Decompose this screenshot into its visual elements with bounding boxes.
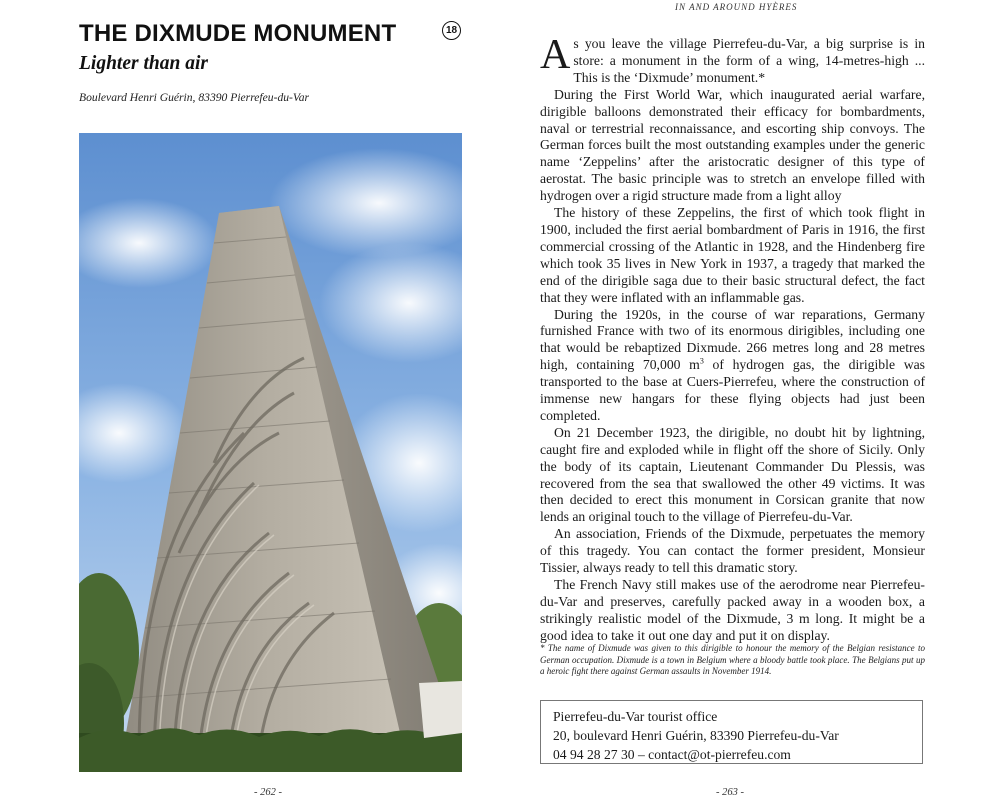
running-head: IN AND AROUND HYÈRES: [675, 2, 798, 12]
paragraph-intro: As you leave the village Pierrefeu-du-Var, a big surprise is in store: a monument in the form of a wing, 14-metres-high ... This is the ‘Dixmude’ monument.*: [540, 32, 925, 85]
paragraph-first-world-war: During the First World War, which inaugurated aerial warfare, dirigible balloons demonstrated their efficacy for bombardments, naval or terrestrial reconnaissance, and escorting ship convoys. The German forces built the most outstanding examples under the generic name ‘Zeppelins’ after the aristocratic designer of this type of aerostat. The basic principle was to stretch an envelope filled with hydrogen over a rigid structure made from a light alloy: [540, 86, 925, 204]
info-office-address: 20, boulevard Henri Guérin, 83390 Pierrefeu-du-Var: [553, 728, 839, 743]
granite-wing-monument-photo: [79, 133, 462, 772]
paragraph-1920s: During the 1920s, in the course of war reparations, Germany furnished France with two of its enormous dirigibles, including one that would be rebaptized Dixmude. 266 metres long and 28 metres high, containing 70,000 $m^3$ of hydrogen gas, the dirigible was transported to the base at Cuers-Pierrefeu, where the construction of immense new hangars for these flying objects had just been completed.: [540, 306, 925, 423]
page-number-left: - 262 -: [254, 787, 282, 798]
page-subtitle: Lighter than air: [79, 53, 208, 74]
paragraph-zeppelin-history: The history of these Zeppelins, the first of which took flight in 1900, included the first aerial bombardment of Paris in 1916, the first commercial crossing of the Atlantic in 1928, and the Hindenberg fire which took 35 lives in New York in 1937, a tragedy that marked the end of the dirigible saga due to their basic structural defect, the fact that they were inflated with an inflammable gas.: [540, 205, 925, 305]
article-body: [540, 32, 925, 645]
info-office-name: Pierrefeu-du-Var tourist office: [553, 709, 718, 724]
site-address: Boulevard Henri Guérin, 83390 Pierrefeu-du-Var: [79, 91, 310, 104]
right-page: [500, 0, 1000, 800]
page-number-right: - 263 -: [716, 787, 744, 798]
drop-cap: A: [540, 32, 571, 78]
site-number-badge: 18: [442, 21, 461, 40]
tourist-office-info-box: [540, 700, 923, 764]
info-office-contact: 04 94 28 27 30 – contact@ot-pierrefeu.com: [553, 747, 791, 762]
paragraph-association: An association, Friends of the Dixmude, perpetuates the memory of this tragedy. You can contact the former president, Monsieur Tissier, always ready to tell this dramatic story.: [540, 526, 925, 576]
footnote: * The name of Dixmude was given to this dirigible to honour the memory of the Belgian resistance to German occupation. Dixmude is a town in Belgium where a bloody battle took place. The Belgians put up a heroic fight there against German assaults in November 1914.: [540, 643, 925, 677]
paragraph-french-navy: The French Navy still makes use of the aerodrome near Pierrefeu-du-Var and preserves, carefully packed away in a wooden box, a strikingly realistic model of the Dixmude, 3 m long. It might be a good idea to take it out one day and put it on display.: [540, 577, 925, 643]
page-title: THE DIXMUDE MONUMENT: [79, 20, 397, 47]
paragraph-1923-crash: On 21 December 1923, the dirigible, no doubt hit by lightning, caught fire and exploded while in flight off the shore of Sicily. Only the body of its captain, Lieutenant Commander Du Plessis, was recovered from the sea that swallowed the other 49 victims. It was then decided to erect this monument in Corsican granite that now lends an original touch to the village of Pierrefeu-du-Var.: [540, 424, 925, 525]
